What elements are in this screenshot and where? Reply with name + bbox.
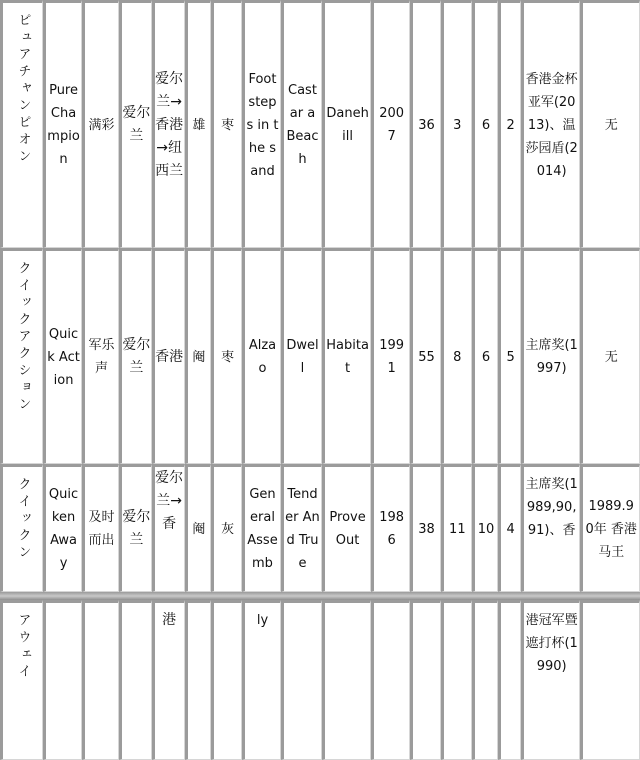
english-name-cell: Pure Champion	[43, 0, 82, 248]
thirds-cell: 4	[498, 464, 521, 592]
english-name-cell: Quicken Away	[43, 464, 82, 592]
english-name-cell	[43, 600, 82, 760]
birth-year-cell: 1986	[371, 464, 410, 592]
honors-cell: 主席奖(1997)	[521, 248, 580, 464]
sex-cell: 阉	[185, 248, 212, 464]
sex-cell: 阉	[185, 464, 212, 592]
katakana-name-cell: アウェイ	[0, 600, 43, 760]
dam-cell	[281, 600, 322, 760]
honors-cell: 港冠军暨遮打杯(1990)	[521, 600, 580, 760]
birthplace-cell: 爱尔兰	[119, 0, 152, 248]
chinese-name-cell: 及时而出	[82, 464, 119, 592]
thirds-cell: 2	[498, 0, 521, 248]
table-row	[0, 464, 640, 592]
wins-cell: 8	[441, 248, 472, 464]
horse-of-year-cell: 1989.90年 香港马王	[580, 464, 640, 592]
starts-cell: 36	[410, 0, 441, 248]
honors-cell: 香港金杯亚军(2013)、温莎园盾(2014)	[521, 0, 580, 248]
color-cell: 灰	[211, 464, 242, 592]
horse-of-year-cell	[580, 600, 640, 760]
trained-country-cell: 港	[152, 600, 185, 760]
seconds-cell: 6	[472, 0, 499, 248]
wins-cell	[441, 600, 472, 760]
chinese-name-cell: 军乐声	[82, 248, 119, 464]
damsire-cell: Danehill	[322, 0, 371, 248]
birthplace-cell: 爱尔兰	[119, 464, 152, 592]
seconds-cell: 10	[472, 464, 499, 592]
chinese-name-cell	[82, 600, 119, 760]
honors-cell: 主席奖(1989,90,91)、香	[521, 464, 580, 592]
katakana-name-cell: クイックン	[0, 464, 43, 592]
sex-cell	[185, 600, 212, 760]
table-row	[0, 600, 640, 760]
birth-year-cell: 1991	[371, 248, 410, 464]
table-row	[0, 0, 640, 248]
color-cell: 枣	[211, 0, 242, 248]
damsire-cell	[322, 600, 371, 760]
page-break-divider	[0, 592, 640, 600]
seconds-cell: 6	[472, 248, 499, 464]
horse-of-year-cell: 无	[580, 248, 640, 464]
sire-cell: ly	[242, 600, 281, 760]
starts-cell	[410, 600, 441, 760]
damsire-cell: Habitat	[322, 248, 371, 464]
starts-cell: 38	[410, 464, 441, 592]
thirds-cell	[498, 600, 521, 760]
birthplace-cell	[119, 600, 152, 760]
wins-cell: 11	[441, 464, 472, 592]
trained-country-cell: 爱尔兰→香	[152, 464, 185, 592]
wins-cell: 3	[441, 0, 472, 248]
birth-year-cell	[371, 600, 410, 760]
horse-table-continued	[0, 600, 640, 760]
color-cell: 枣	[211, 248, 242, 464]
birthplace-cell: 爱尔兰	[119, 248, 152, 464]
table-row	[0, 248, 640, 464]
seconds-cell	[472, 600, 499, 760]
katakana-name-cell: ピュアチャンピオン	[0, 0, 43, 248]
chinese-name-cell: 满彩	[82, 0, 119, 248]
trained-country-cell: 香港	[152, 248, 185, 464]
birth-year-cell: 2007	[371, 0, 410, 248]
damsire-cell: Prove Out	[322, 464, 371, 592]
thirds-cell: 5	[498, 248, 521, 464]
english-name-cell: Quick Action	[43, 248, 82, 464]
sire-cell: Footsteps in the sand	[242, 0, 281, 248]
katakana-name-cell: クイックアクション	[0, 248, 43, 464]
horse-table-continuation	[0, 600, 640, 760]
starts-cell: 55	[410, 248, 441, 464]
dam-cell: Castar a Beach	[281, 0, 322, 248]
dam-cell: Dwell	[281, 248, 322, 464]
dam-cell: Tender And True	[281, 464, 322, 592]
color-cell	[211, 600, 242, 760]
sex-cell: 雄	[185, 0, 212, 248]
sire-cell: Alzao	[242, 248, 281, 464]
trained-country-cell: 爱尔兰→香港→纽西兰	[152, 0, 185, 248]
sire-cell: General Assemb	[242, 464, 281, 592]
horse-of-year-cell: 无	[580, 0, 640, 248]
